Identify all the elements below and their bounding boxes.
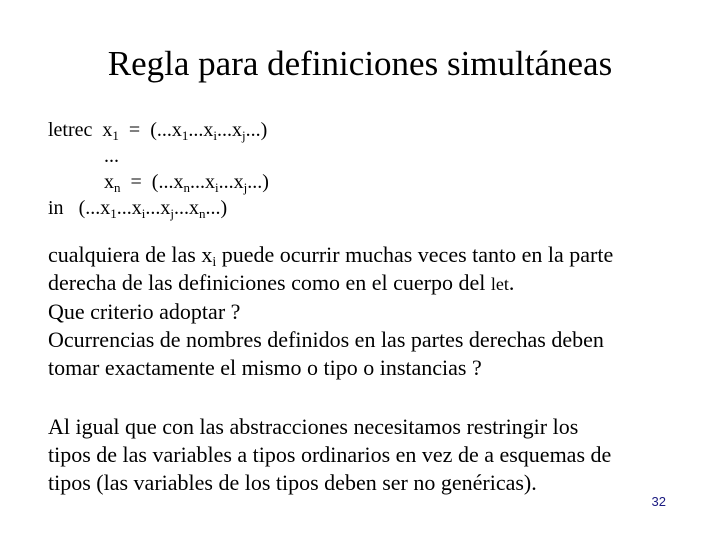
- paragraph-1-line-5: tomar exactamente el mismo o tipo o instancias ?: [48, 355, 482, 380]
- paragraph-1-line-2: derecha de las definiciones como en el cuerpo del let.: [48, 270, 515, 295]
- paragraph-1: [48, 241, 688, 382]
- code-line-4: in $(...x_1...x_i...x_j...x_n...)$: [48, 197, 228, 221]
- paragraph-2-line-1: Al igual que con las abstracciones necesitamos restringir los: [48, 414, 579, 439]
- page-number: 32: [651, 494, 666, 509]
- keyword-let: let: [490, 274, 509, 294]
- paragraph-2-line-3: tipos (las variables de los tipos deben ser no genéricas).: [48, 470, 537, 495]
- paragraph-1-line-3: Que criterio adoptar ?: [48, 299, 241, 324]
- slide-title: Regla para definiciones simultáneas: [107, 44, 613, 83]
- paragraph-2-line-2: tipos de las variables a tipos ordinarios en vez de a esquemas de: [48, 442, 612, 467]
- code-line-2: ...: [104, 145, 119, 167]
- paragraph-1-line-4: Ocurrencias de nombres definidos en las partes derechas deben: [48, 327, 604, 352]
- keyword-in: in: [48, 197, 64, 219]
- paragraph-1-line-1: cualquiera de las $x_i$ puede ocurrir muchas veces tanto en la parte: [48, 242, 614, 270]
- keyword-letrec: letrec: [48, 119, 93, 141]
- code-line-3: $x_n = (...x_n...x_i...x_j...)$: [104, 171, 269, 195]
- paragraph-2: [48, 413, 688, 497]
- code-line-1: letrec $x_1 = (...x_1...x_i...x_j...)$: [48, 119, 268, 143]
